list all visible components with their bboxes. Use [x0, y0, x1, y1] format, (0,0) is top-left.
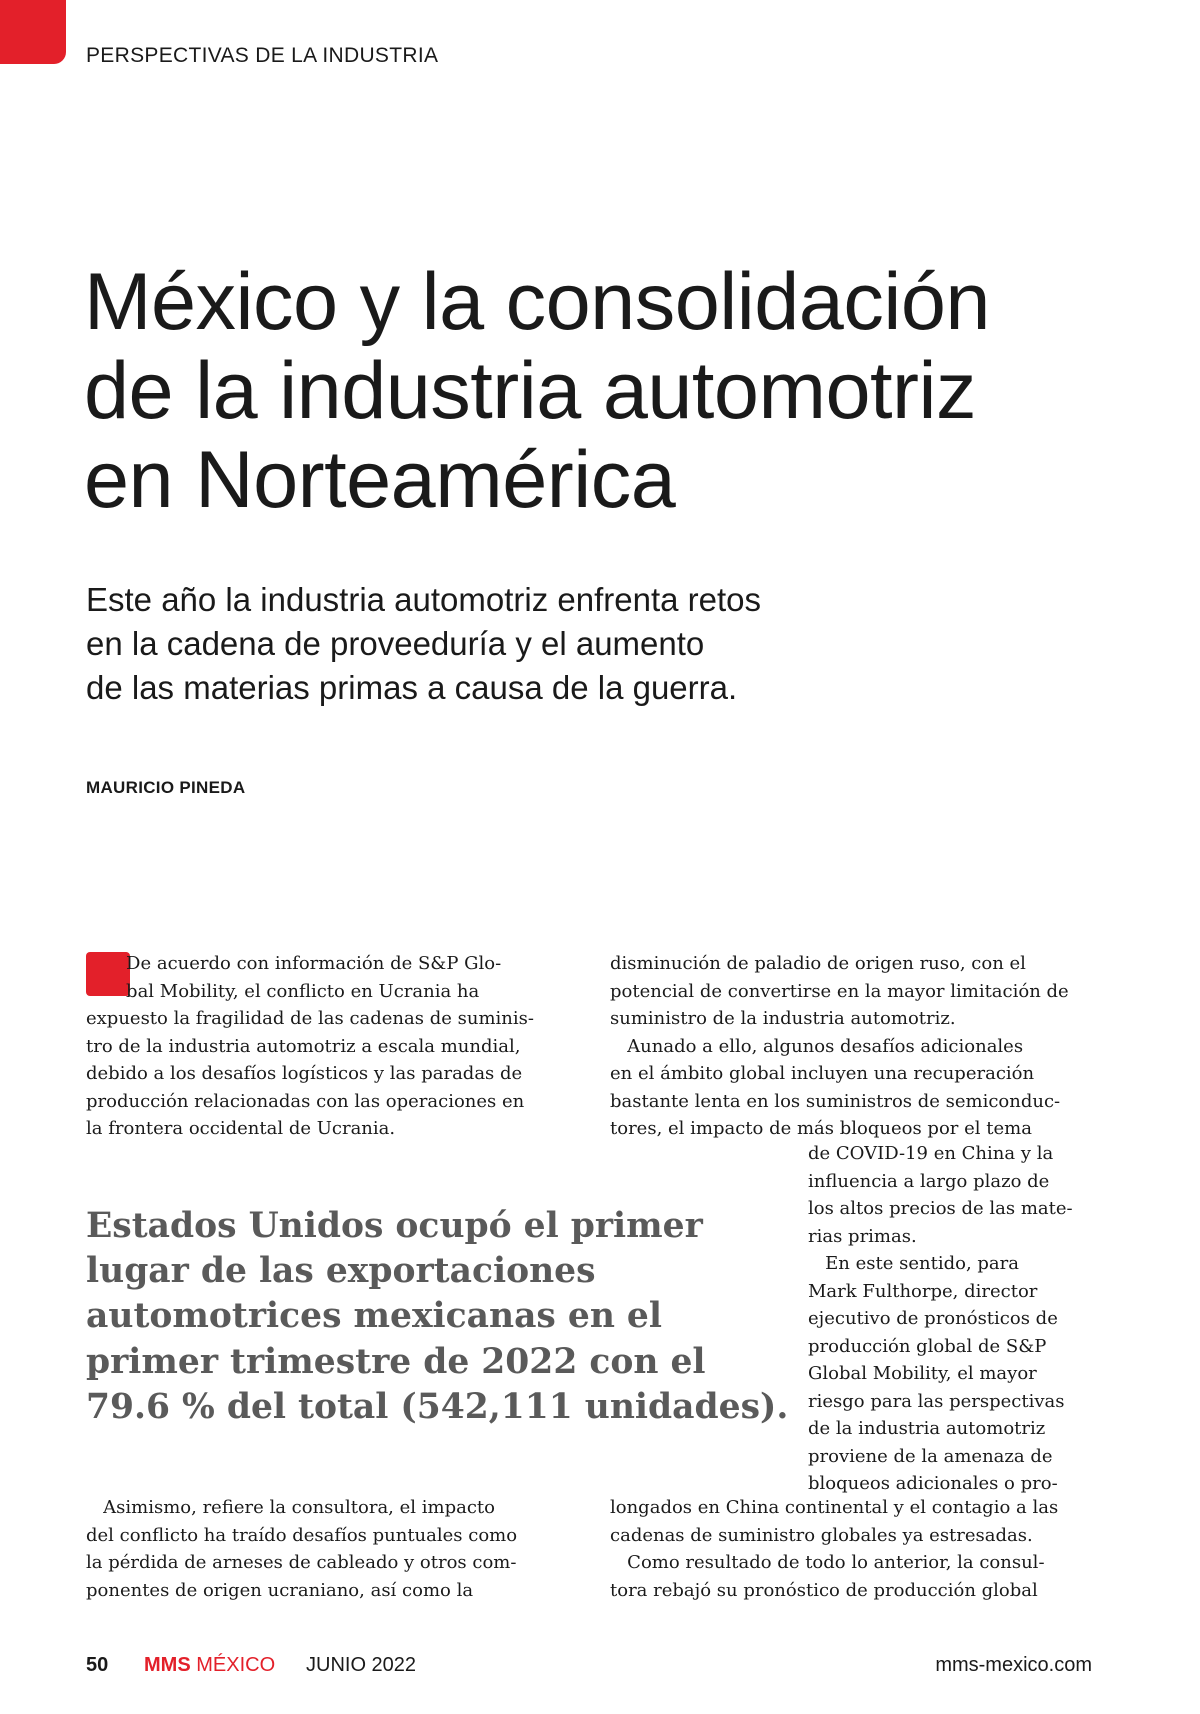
magazine-brand: [144, 1654, 275, 1677]
brand-light: MÉXICO: [190, 1654, 276, 1676]
author-byline: MAURICIO PINEDA: [86, 778, 246, 797]
body-column-2-bottom: longados en China continental y el contagio a las cadenas de suministro globales ya estresadas. Como resultado de todo lo anterior, la consul- tora rebajó su pronóstico de producción global: [610, 1497, 1059, 1601]
website-link[interactable]: mms-mexico.com: [935, 1654, 1092, 1676]
body-column-2-top: disminución de paladio de origen ruso, con el potencial de convertirse en la mayor limitación de suministro de la industria automotriz. Aunado a ello, algunos desafíos adicionales en el ámbito global incluyen una recuperación bastante lenta en los suministros de semiconduc- tores, el impacto de más bloqueos por el tema: [610, 953, 1069, 1139]
article-headline: México y la consolidación de la industria automotriz en Norteamérica: [84, 257, 990, 525]
section-tab-marker: [0, 0, 66, 64]
article-deck: Este año la industria automotriz enfrenta retos en la cadena de proveeduría y el aumento de las materias primas a causa de la guerra.: [86, 581, 762, 706]
brand-bold: MMS: [144, 1654, 191, 1676]
issue-date: JUNIO 2022: [306, 1654, 417, 1676]
body-column-1-top: De acuerdo con información de S&P Glo- bal Mobility, el conflicto en Ucrania ha expuesto la fragilidad de las cadenas de suminis- tro de la industria automotriz a escala mundial, debido a los desafíos logísticos y las paradas de producción relacionadas con las operaciones en la frontera occidental de Ucrania.: [86, 953, 534, 1139]
page-number: 50: [86, 1654, 109, 1676]
pull-quote: Estados Unidos ocupó el primer lugar de las exportaciones automotrices mexicanas en el primer trimestre de 2022 con el 79.6 % del total (542,111 unidades).: [86, 1206, 789, 1427]
body-column-2-wrap: de COVID-19 en China y la influencia a largo plazo de los altos precios de las mate- rias primas. En este sentido, para Mark Fulthorpe, director ejecutivo de pronósticos de producción global de S&P Global Mobility, el mayor riesgo para las perspectivas de la industria automotriz proviene de la amenaza de bloqueos adicionales o pro-: [808, 1143, 1073, 1494]
body-column-1-bottom: Asimismo, refiere la consultora, el impacto del conflicto ha traído desafíos puntuales como la pérdida de arneses de cableado y otros com- ponentes de origen ucraniano, así como la: [86, 1497, 518, 1601]
section-label: PERSPECTIVAS DE LA INDUSTRIA: [86, 44, 439, 67]
